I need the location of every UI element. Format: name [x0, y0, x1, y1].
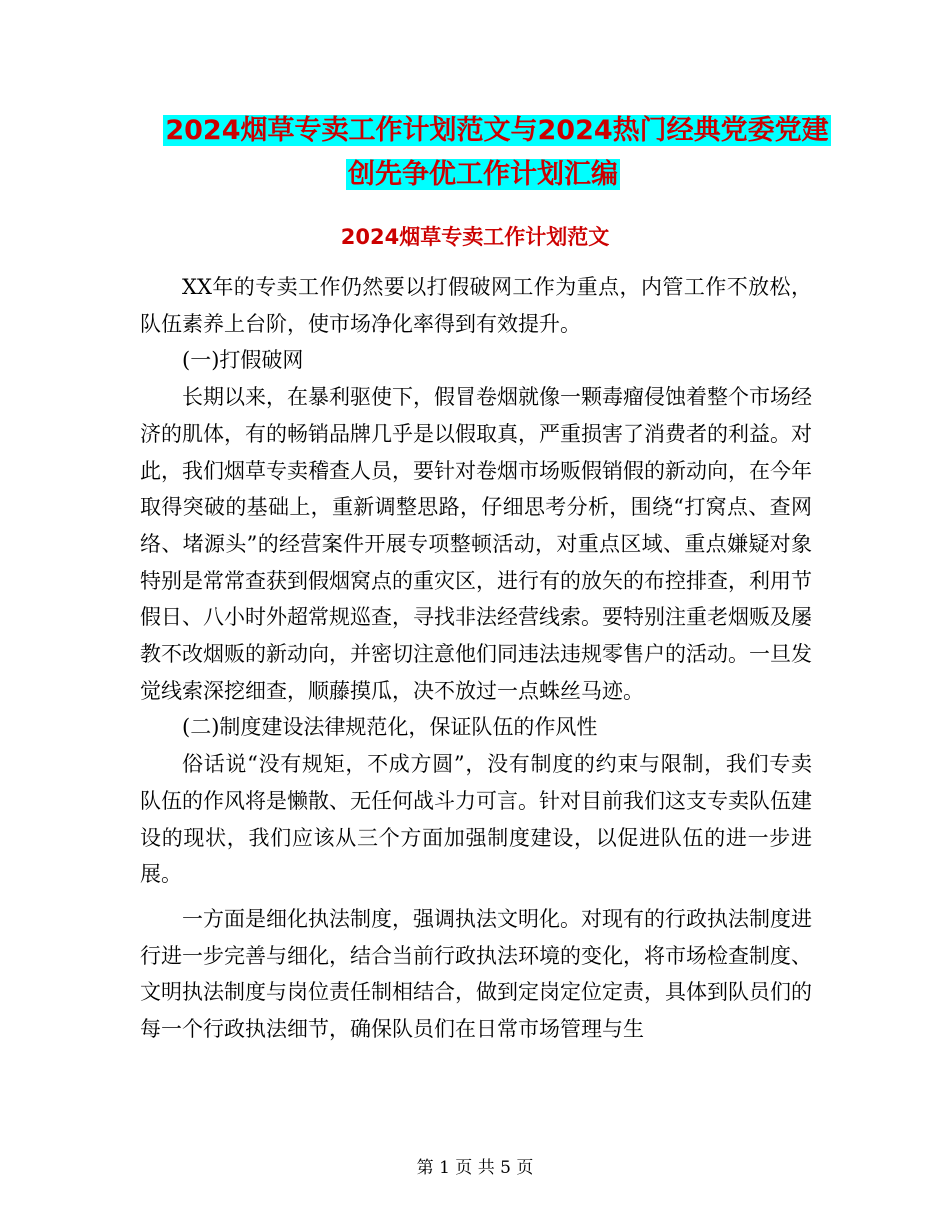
paragraph-enforcement: 一方面是细化执法制度，强调执法文明化。对现有的行政执法制度进行进一步完善与细化，结合当前行政执法环境的变化，将市场检查制度、文明执法制度与岗位责任制相结合，做到定岗定位定责，具体到队员们的每一个行政执法细节，确保队员们在日常市场管理与生	[140, 906, 812, 1042]
paragraph-intro: XX年的专卖工作仍然要以打假破网工作为重点，内管工作不放松，队伍素养上台阶，使市场净化率得到有效提升。	[140, 275, 812, 336]
paragraph-system-building: 俗话说“没有规矩，不成方圆”，没有制度的约束与限制，我们专卖队伍的作风将是懒散、无任何战斗力可言。针对目前我们这支专卖队伍建设的现状，我们应该从三个方面加强制度建设，以促进队伍的进一步进展。	[140, 752, 812, 887]
document-body	[140, 269, 812, 1048]
section-title: 2024烟草专卖工作计划范文	[340, 225, 610, 249]
heading-anti-counterfeit: (一)打假破网	[182, 348, 304, 373]
document-title-line-2	[8, 156, 950, 194]
page-footer: 第 1 页 共 5 页	[416, 1158, 534, 1178]
document-title-line-1	[22, 112, 950, 150]
title-highlight-2: 创先争优工作计划汇编	[348, 159, 618, 190]
heading-system-building: (二)制度建设法律规范化，保证队伍的作风性	[182, 715, 598, 740]
title-highlight-1: 2024烟草专卖工作计划范文与2024热门经典党委党建	[165, 115, 829, 146]
paragraph-anti-counterfeit: 长期以来，在暴利驱使下，假冒卷烟就像一颗毒瘤侵蚀着整个市场经济的肌体，有的畅销品牌几乎是以假取真，严重损害了消费者的利益。对此，我们烟草专卖稽查人员，要针对卷烟市场贩假销假的新动向，在今年取得突破的基础上，重新调整思路，仔细思考分析，围绕“打窝点、查网络、堵源头”的经营案件开展专项整顿活动，对重点区域、重点嫌疑对象特别是常常查获到假烟窝点的重灾区，进行有的放矢的布控排查，利用节假日、八小时外超常规巡查，寻找非法经营线索。要特别注重老烟贩及屡教不改烟贩的新动向，并密切注意他们同违法违规零售户的活动。一旦发觉线索深挖细查，顺藤摸瓜，决不放过一点蛛丝马迹。	[140, 385, 812, 703]
